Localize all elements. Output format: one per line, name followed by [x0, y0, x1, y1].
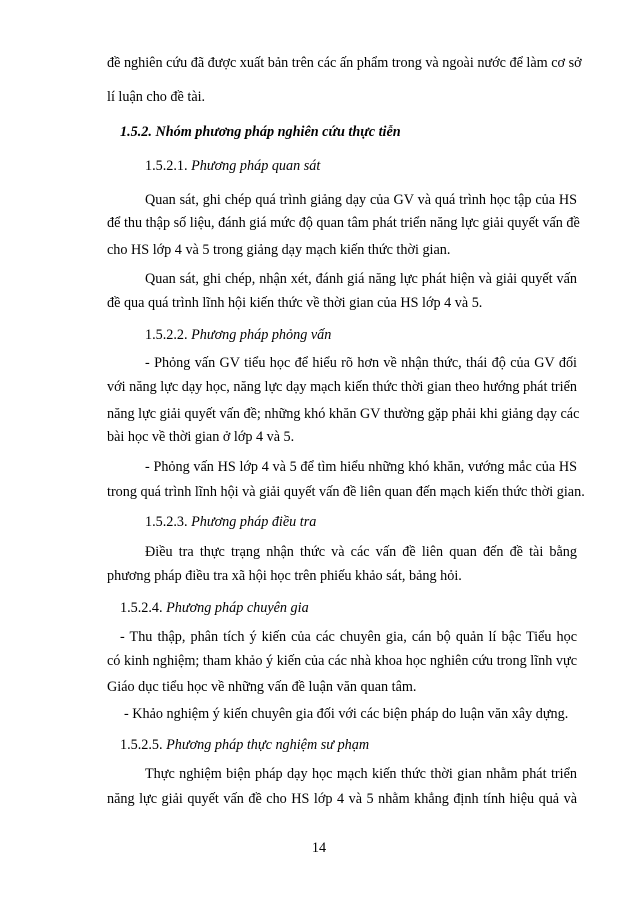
paragraph-line: để thu thập số liệu, đánh giá mức độ quan tâm phát triển năng lực giải quyết vấn đề [107, 215, 580, 231]
paragraph-line: bài học về thời gian ở lớp 4 và 5. [107, 429, 295, 445]
paragraph-line: đề qua quá trình lĩnh hội kiến thức về thời gian của HS lớp 4 và 5. [107, 295, 483, 311]
paragraph-line: cho HS lớp 4 và 5 trong giảng dạy mạch kiến thức thời gian. [107, 242, 451, 258]
paragraph-line: Quan sát, ghi chép, nhận xét, đánh giá năng lực phát hiện và giải quyết vấn [145, 271, 577, 287]
paragraph-line: - Phỏng vấn GV tiểu học để hiểu rõ hơn về nhận thức, thái độ của GV đối [145, 355, 577, 371]
subsection-number: 1.5.2.2. [145, 327, 192, 343]
subsection-title: Phương pháp điều tra [191, 514, 317, 530]
subsection-number: 1.5.2.5. [120, 737, 167, 753]
subsection-heading [120, 735, 577, 755]
paragraph-line: Thực nghiệm biện pháp dạy học mạch kiến thức thời gian nhằm phát triển [145, 766, 577, 782]
paragraph-line: lí luận cho đề tài. [107, 89, 206, 105]
paragraph-line: - Thu thập, phân tích ý kiến của các chuyên gia, cán bộ quản lí bậc Tiểu học [120, 629, 577, 645]
subsection-number: 1.5.2.4. [120, 600, 167, 616]
subsection-number: 1.5.2.3. [145, 514, 192, 530]
subsection-heading [120, 598, 577, 618]
paragraph-line: Điều tra thực trạng nhận thức và các vấn đề liên quan đến đề tài bằng [145, 544, 577, 560]
paragraph-line: đề nghiên cứu đã được xuất bản trên các ấn phẩm trong và ngoài nước để làm cơ sở [107, 55, 582, 71]
subsection-heading [145, 512, 577, 532]
subsection-title: Phương pháp quan sát [191, 158, 321, 174]
section-heading: 1.5.2. Nhóm phương pháp nghiên cứu thực tiễn [120, 124, 401, 140]
paragraph-line: Giáo dục tiểu học về những vấn đề luận văn quan tâm. [107, 679, 417, 695]
paragraph-line: năng lực giải quyết vấn đề; những khó khăn GV thường gặp phải khi giảng dạy các [107, 406, 580, 422]
paragraph-line: trong quá trình lĩnh hội và giải quyết vấn đề liên quan đến mạch kiến thức thời gian. [107, 484, 585, 500]
paragraph-line: có kinh nghiệm; tham khảo ý kiến của các nhà khoa học nghiên cứu trong lĩnh vực [107, 653, 577, 669]
paragraph-line: - Phỏng vấn HS lớp 4 và 5 để tìm hiểu những khó khăn, vướng mắc của HS [145, 459, 577, 475]
subsection-title: Phương pháp chuyên gia [166, 600, 309, 616]
page-number: 14 [311, 840, 327, 856]
paragraph-line: năng lực giải quyết vấn đề cho HS lớp 4 và 5 nhằm khẳng định tính hiệu quả và [107, 791, 577, 807]
subsection-title: Phương pháp thực nghiệm sư phạm [166, 737, 370, 753]
subsection-heading [145, 325, 577, 345]
paragraph-line: phương pháp điều tra xã hội học trên phiếu khảo sát, bảng hỏi. [107, 568, 462, 584]
paragraph-line: với năng lực dạy học, năng lực dạy mạch kiến thức thời gian theo hướng phát triển [107, 379, 577, 395]
subsection-heading [145, 156, 577, 176]
paragraph-line: - Khảo nghiệm ý kiến chuyên gia đối với các biện pháp do luận văn xây dựng. [124, 706, 569, 722]
subsection-number: 1.5.2.1. [145, 158, 192, 174]
paragraph-line: Quan sát, ghi chép quá trình giảng dạy của GV và quá trình học tập của HS [145, 192, 577, 208]
subsection-title: Phương pháp phỏng vấn [191, 327, 332, 343]
